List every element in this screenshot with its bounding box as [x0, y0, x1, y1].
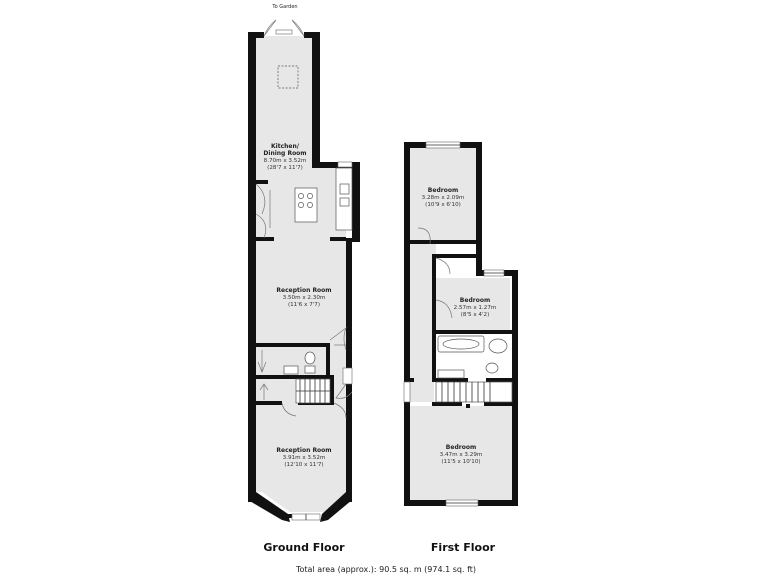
toilet	[486, 363, 498, 373]
first-floor-label: First Floor	[430, 541, 496, 554]
reception-room-2-imperial: (12'10 x 11'7)	[284, 462, 324, 468]
bedroom-1-imperial: (10'9 x 6'10)	[425, 202, 461, 208]
to-garden-label: To Garden	[272, 4, 298, 10]
reception-room-2-metric: 3.91m x 3.52m	[282, 455, 326, 461]
kitchen-dining-name-line2: Dining Room	[263, 150, 307, 157]
bedroom-1-name: Bedroom	[427, 187, 459, 194]
total-area: Total area (approx.): 90.5 sq. m (974.1 sq. ft)	[295, 565, 477, 574]
bathroom	[438, 336, 507, 378]
staircase	[296, 379, 330, 403]
kitchen-dining-imperial: (28'7 x 11'7)	[267, 165, 303, 171]
basin	[489, 339, 507, 353]
bedroom-2-metric: 2.57m x 1.27m	[453, 305, 497, 311]
bedroom-3-imperial: (11'5 x 10'10)	[441, 459, 481, 465]
bedroom-3-metric: 3.47m x 3.29m	[439, 452, 483, 458]
wc-basin	[284, 366, 298, 374]
reception-room-1-name: Reception Room	[276, 287, 332, 294]
toilet	[305, 352, 315, 364]
staircase	[436, 382, 512, 402]
bedroom-3-name: Bedroom	[445, 444, 477, 451]
kitchen-dining-name-line1: Kitchen/	[271, 143, 299, 150]
bedroom-2-imperial: (8'5 x 4'2)	[460, 312, 490, 318]
reception-room-1-imperial: (11'6 x 7'7)	[287, 302, 321, 308]
reception-room-2-name: Reception Room	[276, 447, 332, 454]
bedroom-1-metric: 3.28m x 2.09m	[421, 195, 465, 201]
reception-room-1-metric: 3.50m x 2.30m	[282, 295, 326, 301]
ground-floor-label: Ground Floor	[263, 541, 345, 554]
wall	[248, 32, 256, 502]
kitchen-dining-metric: 8.70m x 3.52m	[263, 158, 307, 164]
bedroom-2-name: Bedroom	[459, 297, 491, 304]
